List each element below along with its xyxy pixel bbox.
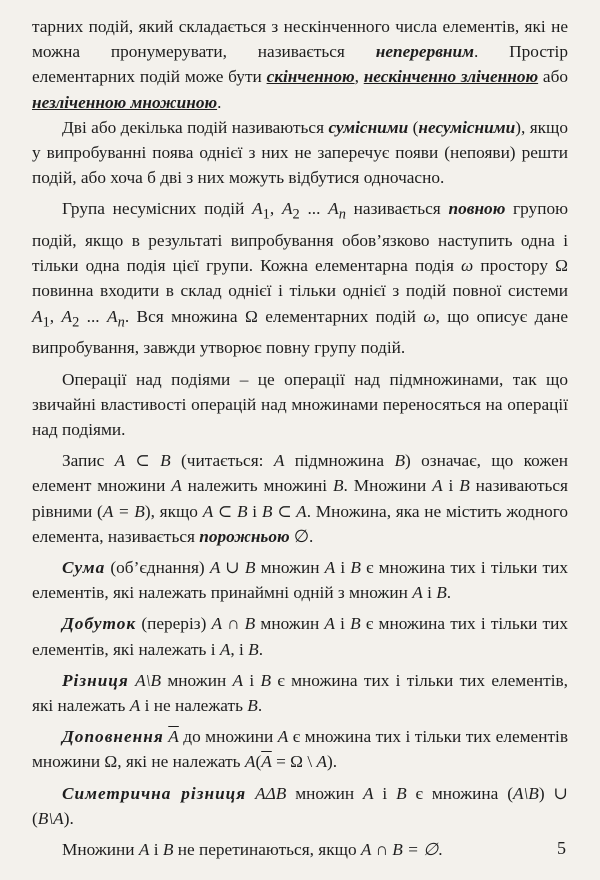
paragraph-complete-group: Група несумісних подій $A_1$, $A_2$ ... $A_n$ називається повною групою подій, якщо в результаті випробування обов’язково наступить одна і тільки одна подія цієї групи. Кожна елементарна подія ω простору Ω повинна входити в склад однієї і тільки однієї з подій повної системи $A_1$, $A_2$ ... $A_n$. Вся множина Ω елементарних подій ω, що описує дане випробування, завжди утворює повну групу подій. bbox=[32, 199, 569, 358]
paragraph-complement: Доповнення $\overline{A}$ до множини A є множина тих і тільки тих елементів множини Ω, які не належать $A(\overline{A} = \Omega$ \ A). bbox=[32, 727, 568, 772]
term-symmetric-difference: Симетрична різниця bbox=[62, 783, 247, 803]
term-difference: Різниця bbox=[62, 670, 129, 690]
paragraph-symmetric-difference: Симетрична різниця AΔB множин A і B є множина (A\B) ∪ (B\A). bbox=[32, 783, 568, 828]
term-product: Добуток bbox=[62, 614, 137, 634]
term-complete: повною bbox=[448, 199, 506, 219]
paragraph-subset: Запис A ⊂ B (читається: A підмножина B) означає, що кожен елемент множини A належить множині B. Множини A і B називаються рівними (A = B), якщо A ⊂ B і B ⊂ A. Множина, яка не містить жодного елемента, називається порожньою ∅. bbox=[32, 451, 569, 546]
page-number: 5 bbox=[557, 838, 566, 858]
page-body bbox=[32, 14, 568, 862]
term-countably-infinite: нескінченно зліченною bbox=[363, 67, 539, 87]
paragraph-compatible-events: Дві або декілька подій називаються сумісними (несумісними), якщо у випробуванні поява однієї з них не заперечує появи (непояви) решти подій, або хоча б дві з них можуть відбутися одночасно. bbox=[32, 117, 568, 188]
term-sum: Сума bbox=[62, 557, 106, 577]
term-complement: Доповнення bbox=[62, 727, 164, 747]
term-incompatible: несумісними bbox=[418, 117, 516, 137]
term-finite: скінченною bbox=[266, 67, 355, 87]
term-empty: порожньою bbox=[199, 526, 290, 546]
paragraph-difference: Різниця A\B множин A і B є множина тих і тільки тих елементів, які належать A і не належать B. bbox=[32, 670, 568, 715]
paragraph-union: Сума (об’єднання) A ∪ B множин A і B є множина тих і тільки тих елементів, які належать принаймні одній з множин A і B. bbox=[32, 557, 568, 603]
paragraph-continuous-space: тарних подій, який складається з нескінченного числа елементів, які не можна пронумерувати, називається неперервним. Простір елементарних подій може бути скінченною, нескінченно зліченною або незліченною множиною. bbox=[32, 17, 569, 112]
paragraph-disjoint: Множини A і B не перетинаються, якщо A ∩ B = ∅. bbox=[62, 840, 443, 859]
term-uncountable-set: незліченною множиною bbox=[32, 92, 218, 112]
paragraph-operations: Операції над подіями – це операції над підмножинами, так що звичайні властивості операцій над множинами переносяться на операції над подіями. bbox=[32, 369, 568, 439]
term-compatible: сумісними bbox=[328, 117, 409, 137]
paragraph-intersection: Добуток (переріз) A ∩ B множин A і B є множина тих і тільки тих елементів, які належать і A, і B. bbox=[32, 614, 568, 659]
term-continuous: неперервним bbox=[375, 42, 474, 62]
